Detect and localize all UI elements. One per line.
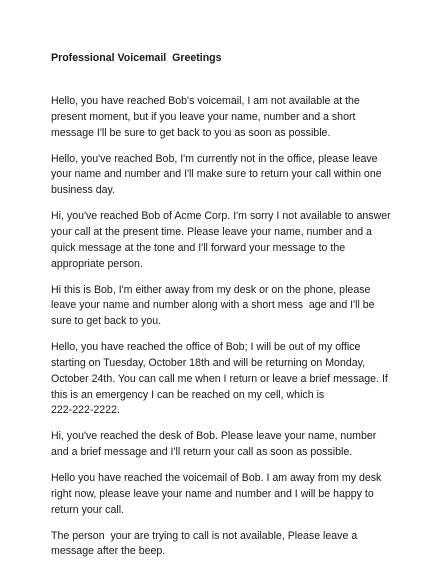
greeting-paragraph — [51, 94, 396, 141]
paragraph-line: business day. — [51, 184, 115, 197]
paragraph-line: starting on Tuesday, October 18th and will be returning on Monday, — [51, 356, 366, 369]
paragraph-line: and a brief message and I'll return your call as soon as possible. — [51, 446, 353, 459]
paragraph-line: appropriate person. — [51, 257, 143, 270]
greeting-paragraph — [51, 340, 396, 419]
paragraph-line: Hi, you've reached the desk of Bob. Please leave your name, number — [51, 430, 377, 443]
paragraph-line: return your call. — [51, 503, 125, 516]
paragraph-line: Hello, you have reached Bob's voicemail, I am not available at the — [51, 95, 360, 107]
paragraph-line: message I'll be sure to get back to you as soon as possible. — [51, 126, 331, 139]
greeting-paragraph — [51, 529, 396, 561]
paragraph-line: message after the beep. — [51, 545, 166, 558]
paragraph-line: Hello you have reached the voicemail of Bob. I am away from my desk — [51, 472, 382, 485]
paragraph-line: October 24th. You can call me when I return or leave a brief message. If — [51, 372, 388, 385]
greeting-paragraph — [51, 152, 396, 199]
paragraph-line: leave your name and number along with a short mess age and I'll be — [51, 299, 375, 312]
paragraph-line: this is an emergency I can be reached on my cell, which is — [51, 388, 325, 401]
greeting-paragraph — [51, 283, 396, 330]
paragraph-line: Hi, you've reached Bob of Acme Corp. I'm sorry I not available to answer — [51, 210, 391, 223]
paragraph-line: Hello, you have reached the office of Bob; I will be out of my office — [51, 341, 361, 354]
paragraph-line: quick message at the tone and I'll forward your message to the — [51, 241, 346, 254]
greeting-paragraph — [51, 429, 396, 461]
paragraph-line: Hello, you've reached Bob, I'm currently not in the office, please leave — [51, 152, 378, 165]
paragraph-line: 222-222-2222. — [51, 404, 120, 417]
document-body — [51, 94, 396, 570]
paragraph-line: present moment, but if you leave your name, number and a short — [51, 110, 356, 123]
paragraph-line: your name and number and I'll make sure to return your call within one — [51, 168, 382, 181]
paragraph-line: The person your are trying to call is not available, Please leave a — [51, 529, 358, 542]
paragraph-line: your call at the present time. Please leave your name, number and a — [51, 225, 372, 238]
document-title: Professional Voicemail Greetings — [51, 52, 222, 64]
greeting-paragraph — [51, 471, 396, 518]
paragraph-line: Hi this is Bob, I'm either away from my desk or on the phone, please — [51, 283, 371, 296]
greeting-paragraph — [51, 209, 396, 272]
paragraph-line: sure to get back to you. — [51, 315, 162, 328]
paragraph-line: right now, please leave your name and number and I will be happy to — [51, 487, 374, 500]
